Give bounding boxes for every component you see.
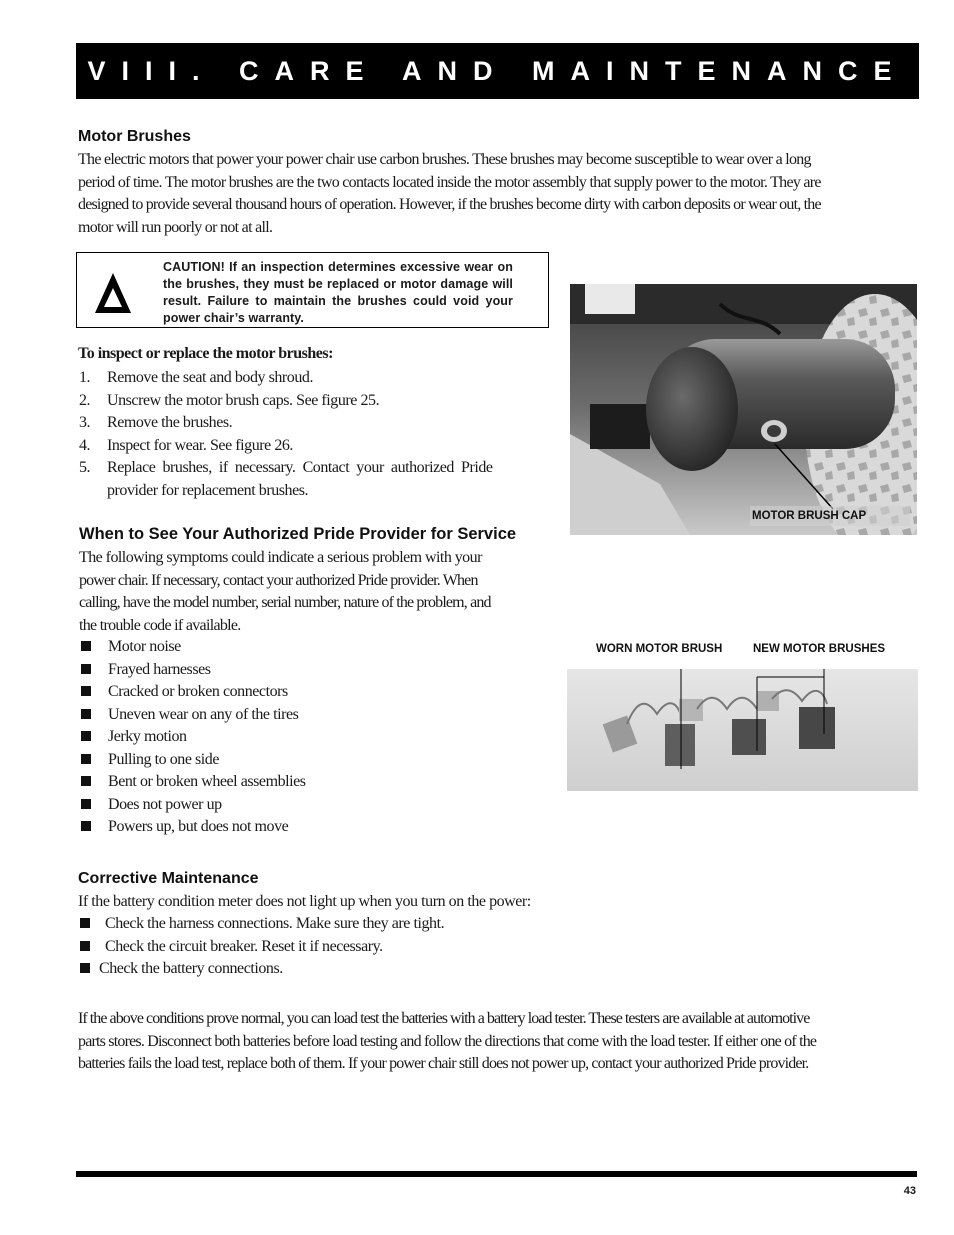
step-number: 2. <box>79 391 91 409</box>
paragraph-line: The electric motors that power your power chair use carbon brushes. These brushes may become susceptible to wear over a long <box>78 151 811 168</box>
list-item-text: Frayed harnesses <box>108 660 211 678</box>
inspect-heading: To inspect or replace the motor brushes: <box>78 345 333 362</box>
motor-brush-cap-figure <box>570 284 917 535</box>
list-item <box>81 681 541 704</box>
closing-paragraph <box>78 1008 918 1076</box>
section-header <box>76 43 919 99</box>
bullet-icon <box>81 664 91 674</box>
bullet-icon <box>81 709 91 719</box>
inspect-steps <box>79 367 541 502</box>
step-text: Remove the seat and body shroud. <box>107 369 313 386</box>
motor-brushes-figure <box>567 669 918 791</box>
list-item-text: Jerky motion <box>108 728 187 745</box>
list-item-text: Cracked or broken connectors <box>108 683 288 700</box>
page-number: 43 <box>903 1185 916 1197</box>
list-item <box>80 913 444 936</box>
paragraph-line: power chair. If necessary, contact your authorized Pride provider. When <box>79 571 478 589</box>
paragraph-line: motor will run poorly or not at all. <box>78 218 273 236</box>
brushes-photo-illustration <box>567 669 918 791</box>
list-item-text: Check the circuit breaker. Reset it if necessary. <box>105 937 383 955</box>
step-text: Replace brushes, if necessary. Contact your authorized Pride <box>107 459 493 476</box>
worn-motor-brush-label: WORN MOTOR BRUSH <box>596 643 723 655</box>
bullet-icon <box>81 641 91 651</box>
paragraph-line: the trouble code if available. <box>79 616 241 634</box>
list-item <box>81 794 541 817</box>
step-text: Unscrew the motor brush caps. See figure 25. <box>107 391 380 409</box>
bullet-icon <box>80 918 90 928</box>
caution-text: CAUTION! If an inspection determines excessive wear on the brushes, they must be replaced or motor damage will result. Failure to maintain the brushes could void your power chair’s warranty. <box>163 260 513 325</box>
bullet-icon <box>81 731 91 741</box>
warning-triangle-icon <box>93 271 133 315</box>
list-item <box>80 936 444 959</box>
list-item <box>81 749 541 772</box>
paragraph-line: batteries fails the load test, replace both of them. If your power chair still does not power up, contact your authorized Pride provider. <box>78 1055 809 1072</box>
step-number: 1. <box>79 369 91 386</box>
list-item-text: Does not power up <box>108 795 222 813</box>
step-item <box>79 457 541 480</box>
symptom-list <box>81 636 541 839</box>
step-continuation: provider for replacement brushes. <box>107 481 309 499</box>
motor-brushes-heading: Motor Brushes <box>78 128 191 145</box>
step-item <box>79 367 541 390</box>
paragraph-line: parts stores. Disconnect both batteries before load testing and follow the directions that come with the load tester. If either one of the <box>78 1032 817 1050</box>
list-item-text: Uneven wear on any of the tires <box>108 705 299 723</box>
list-item <box>81 816 541 839</box>
bullet-icon <box>80 963 90 973</box>
motor-brush-cap-label: MOTOR BRUSH CAP <box>752 510 867 522</box>
corrective-intro: If the battery condition meter does not light up when you turn on the power: <box>78 893 531 910</box>
section-title: VIII. CARE AND MAINTENANCE <box>87 56 908 86</box>
list-item-text: Pulling to one side <box>108 750 220 768</box>
bullet-icon <box>81 821 91 831</box>
list-item-text: Check the battery connections. <box>99 960 283 977</box>
bullet-icon <box>81 799 91 809</box>
bullet-icon <box>81 776 91 786</box>
step-item <box>79 435 541 458</box>
service-heading: When to See Your Authorized Pride Provider for Service <box>79 525 517 543</box>
list-item <box>80 958 444 981</box>
footer-rule <box>76 1171 917 1177</box>
step-number: 3. <box>79 414 91 431</box>
list-item-text: Bent or broken wheel assemblies <box>108 773 306 790</box>
list-item <box>81 704 541 727</box>
new-motor-brushes-label: NEW MOTOR BRUSHES <box>753 643 886 655</box>
step-text: Inspect for wear. See figure 26. <box>107 436 293 454</box>
step-item <box>79 412 541 435</box>
bullet-icon <box>81 686 91 696</box>
corrective-heading: Corrective Maintenance <box>78 870 259 887</box>
check-list <box>80 913 444 981</box>
service-paragraph <box>79 547 541 637</box>
step-item <box>79 390 541 413</box>
motor-photo-illustration <box>570 284 917 535</box>
bullet-icon <box>81 754 91 764</box>
list-item <box>81 771 541 794</box>
step-text: Remove the brushes. <box>107 414 233 431</box>
step-number: 5. <box>79 459 91 476</box>
list-item-text: Motor noise <box>108 638 181 655</box>
list-item <box>81 726 541 749</box>
paragraph-line: calling, have the model number, serial number, nature of the problem, and <box>79 594 491 611</box>
list-item-text: Powers up, but does not move <box>108 818 289 835</box>
bullet-icon <box>80 941 90 951</box>
paragraph-line: If the above conditions prove normal, you can load test the batteries with a battery load tester. These testers are available at automotive <box>78 1010 810 1027</box>
list-item <box>81 659 541 682</box>
step-number: 4. <box>79 436 91 454</box>
paragraph-line: The following symptoms could indicate a serious problem with your <box>79 549 482 566</box>
caution-box <box>76 252 549 328</box>
motor-brushes-paragraph <box>78 149 918 239</box>
list-item-text: Check the harness connections. Make sure they are tight. <box>105 915 445 932</box>
paragraph-line: designed to provide several thousand hours of operation. However, if the brushes become dirty with carbon deposits or wear out, the <box>78 196 821 213</box>
paragraph-line: period of time. The motor brushes are the two contacts located inside the motor assembly that supply power to the motor. They are <box>78 173 821 191</box>
list-item <box>81 636 541 659</box>
